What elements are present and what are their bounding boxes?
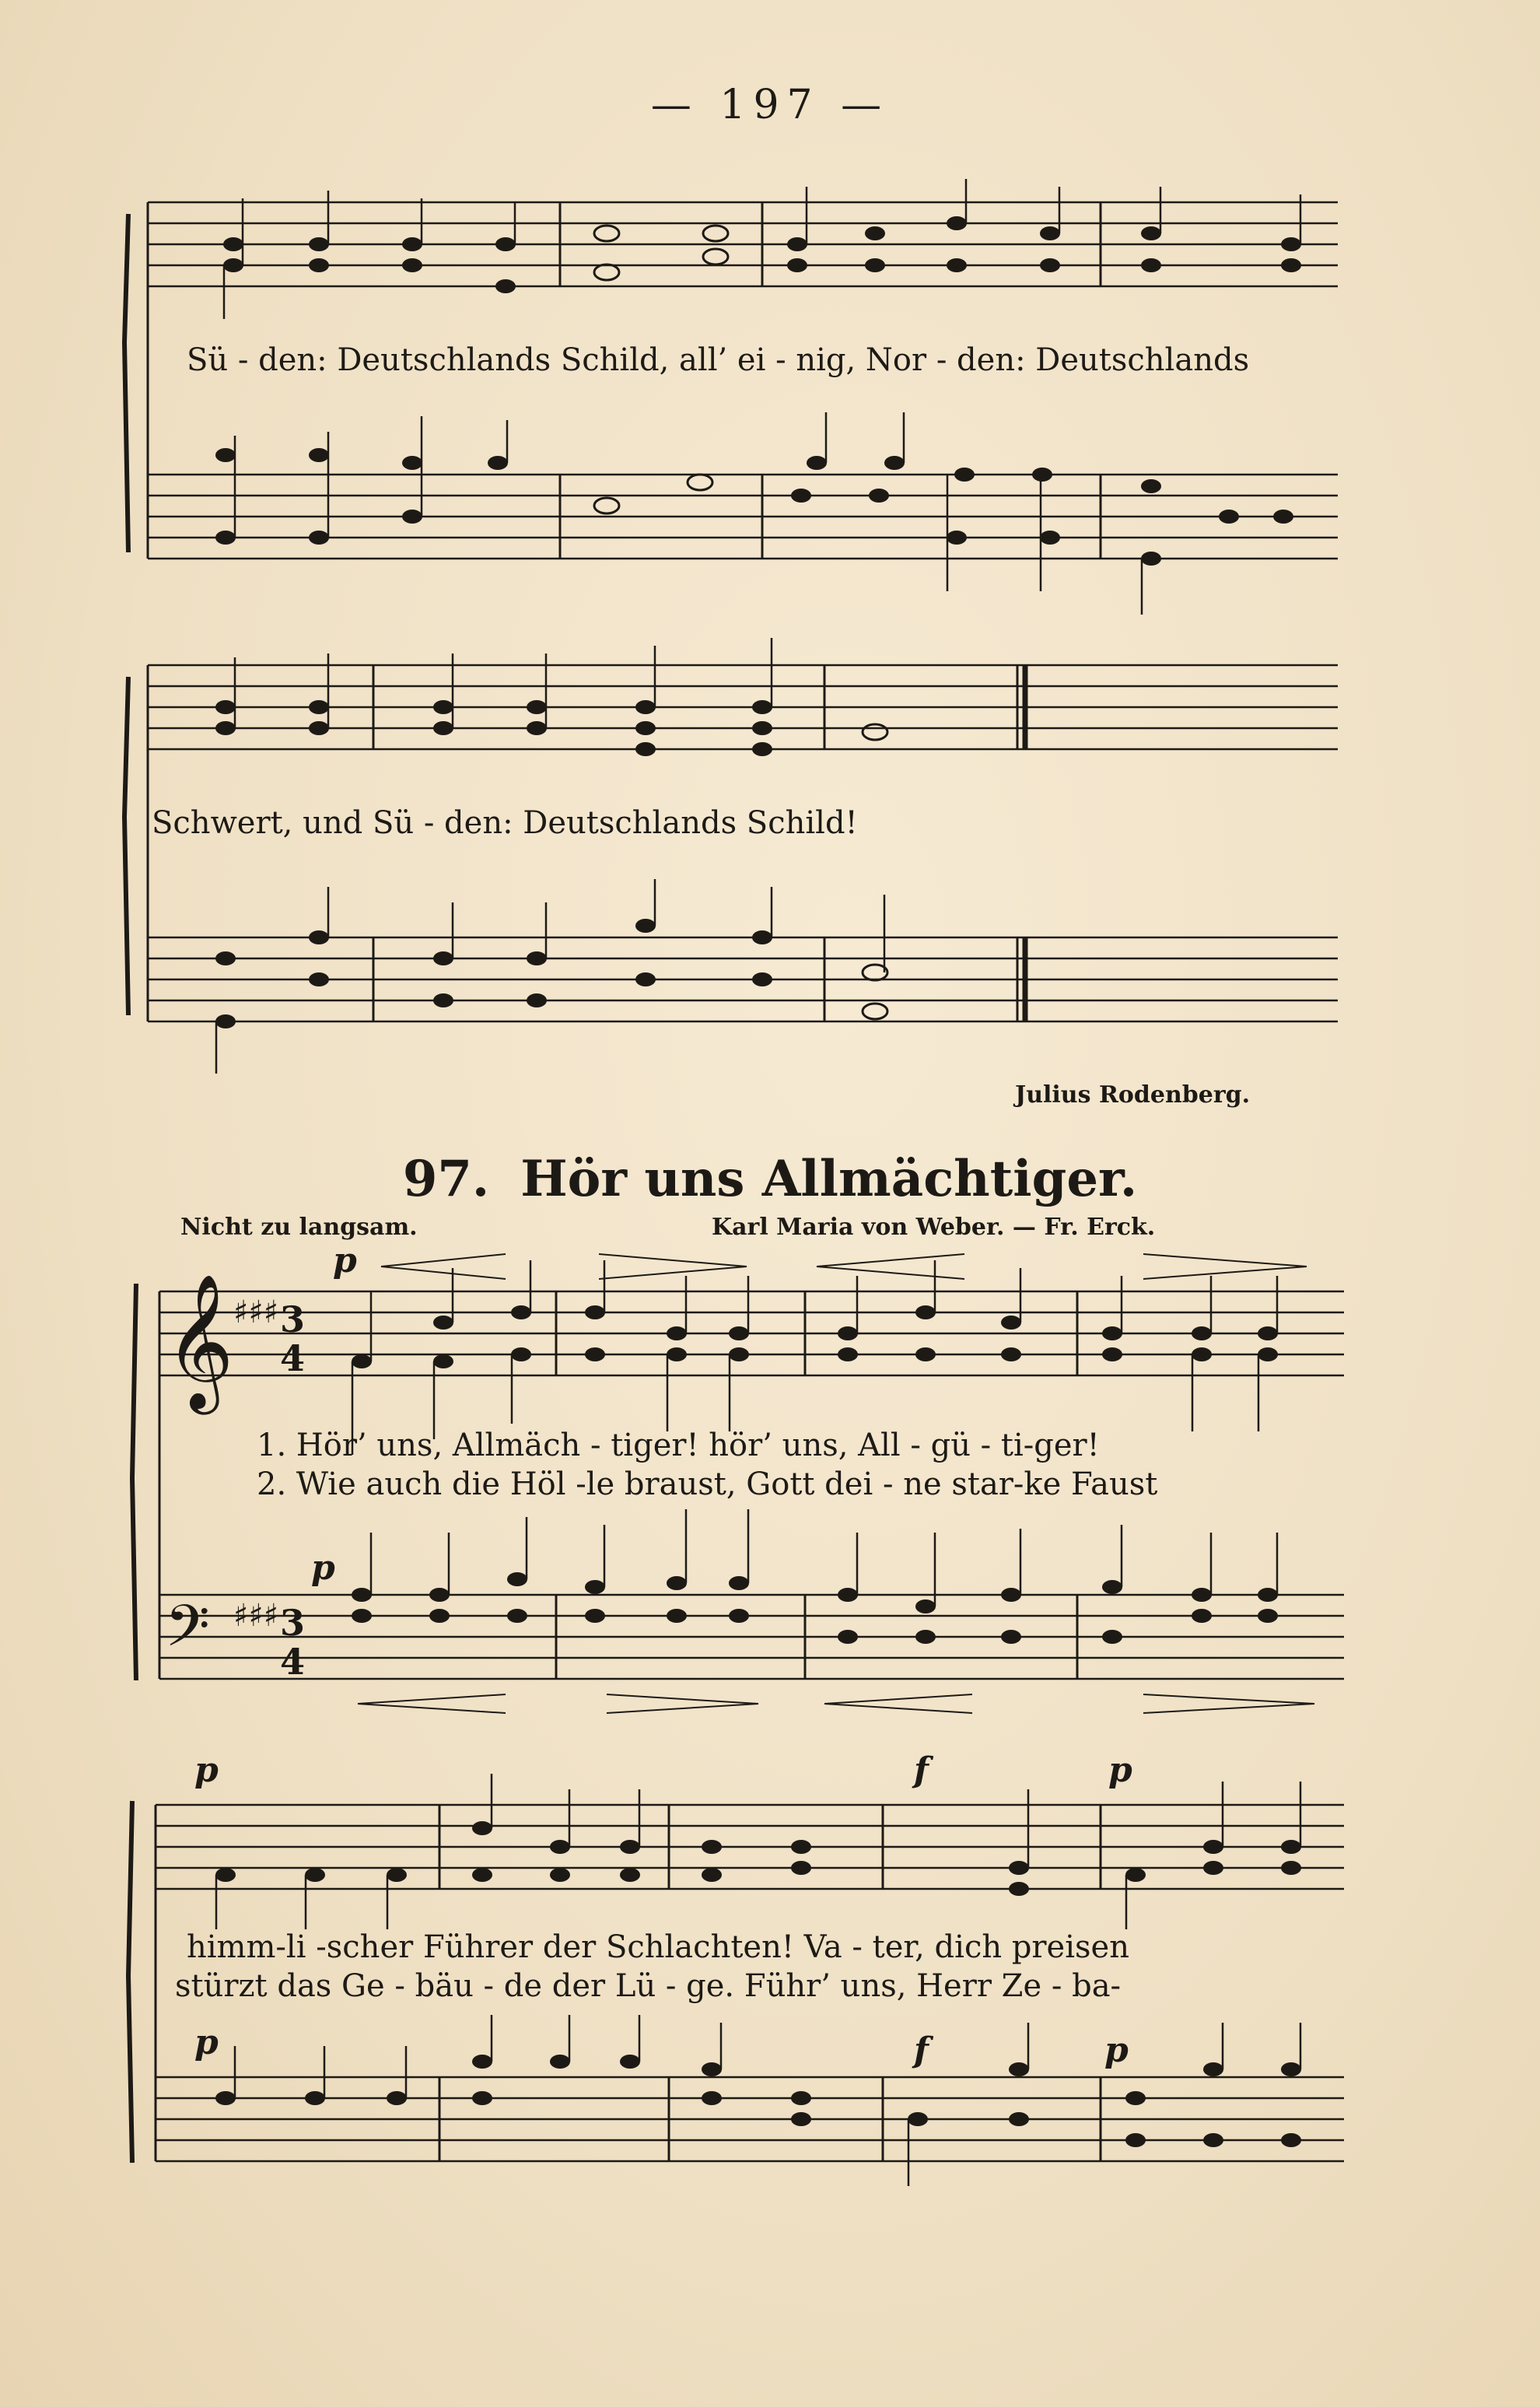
- hymn97-verse1-line2: himm-li -scher Führer der Schlachten! Va - ter, dich preisen: [187, 1929, 1129, 1965]
- page-number: — 197 —: [650, 82, 890, 128]
- dynamic-f-1: f: [914, 1750, 929, 1790]
- svg-text:3: 3: [280, 1298, 306, 1340]
- hymn96-lyrics-line1: Sü - den: Deutschlands Schild, all’ ei - nig, Nor - den: Deutschlands: [187, 342, 1250, 378]
- dynamic-p-5: p: [194, 2023, 219, 2062]
- staff-3-upper: [159, 1291, 1344, 1375]
- svg-text:𝄞: 𝄞: [165, 1274, 234, 1409]
- hymn96-lyrics-line2: Schwert, und Sü - den: Deutschlands Schild!: [152, 805, 858, 841]
- hymn97-verse2-line1: 2. Wie auch die Höl -le braust, Gott dei - ne star-ke Faust: [257, 1466, 1158, 1502]
- svg-text:4: 4: [280, 1337, 306, 1379]
- hymn97-verse2-line2: stürzt das Ge - bäu - de der Lü - ge. Führ’ uns, Herr Ze - ba-: [175, 1968, 1122, 2004]
- svg-text:3: 3: [280, 1602, 306, 1644]
- svg-text:𝄢: 𝄢: [165, 1592, 210, 1674]
- hymn97-number: 97.: [402, 1150, 490, 1208]
- staff-4-lower: [156, 2077, 1344, 2161]
- staff-3-lower: [159, 1595, 1344, 1679]
- dynamic-p-1: p: [333, 1241, 357, 1281]
- hymn97-title-text: Hör uns Allmächtiger.: [520, 1150, 1138, 1208]
- staff-4-upper: [156, 1805, 1344, 1889]
- hymn96-author: Julius Rodenberg.: [1015, 1081, 1251, 1109]
- dynamic-p-4: p: [1108, 1750, 1132, 1790]
- svg-text:4: 4: [280, 1641, 306, 1683]
- dynamic-p-6: p: [1104, 2030, 1129, 2070]
- hymn97-verse1-line1: 1. Hör’ uns, Allmäch - tiger! hör’ uns, All - gü - ti-ger!: [257, 1428, 1100, 1463]
- dynamic-p-2: p: [311, 1548, 335, 1588]
- hymn97-composer: Karl Maria von Weber. — Fr. Erck.: [712, 1214, 1156, 1241]
- svg-text:♯♯♯: ♯♯♯: [233, 1598, 279, 1634]
- dynamic-p-3: p: [194, 1750, 219, 1790]
- dynamic-f-2: f: [914, 2030, 929, 2070]
- hymn97-title: [0, 1150, 1540, 1208]
- svg-text:♯♯♯: ♯♯♯: [233, 1295, 279, 1330]
- hymn97-tempo: Nicht zu langsam.: [180, 1214, 418, 1241]
